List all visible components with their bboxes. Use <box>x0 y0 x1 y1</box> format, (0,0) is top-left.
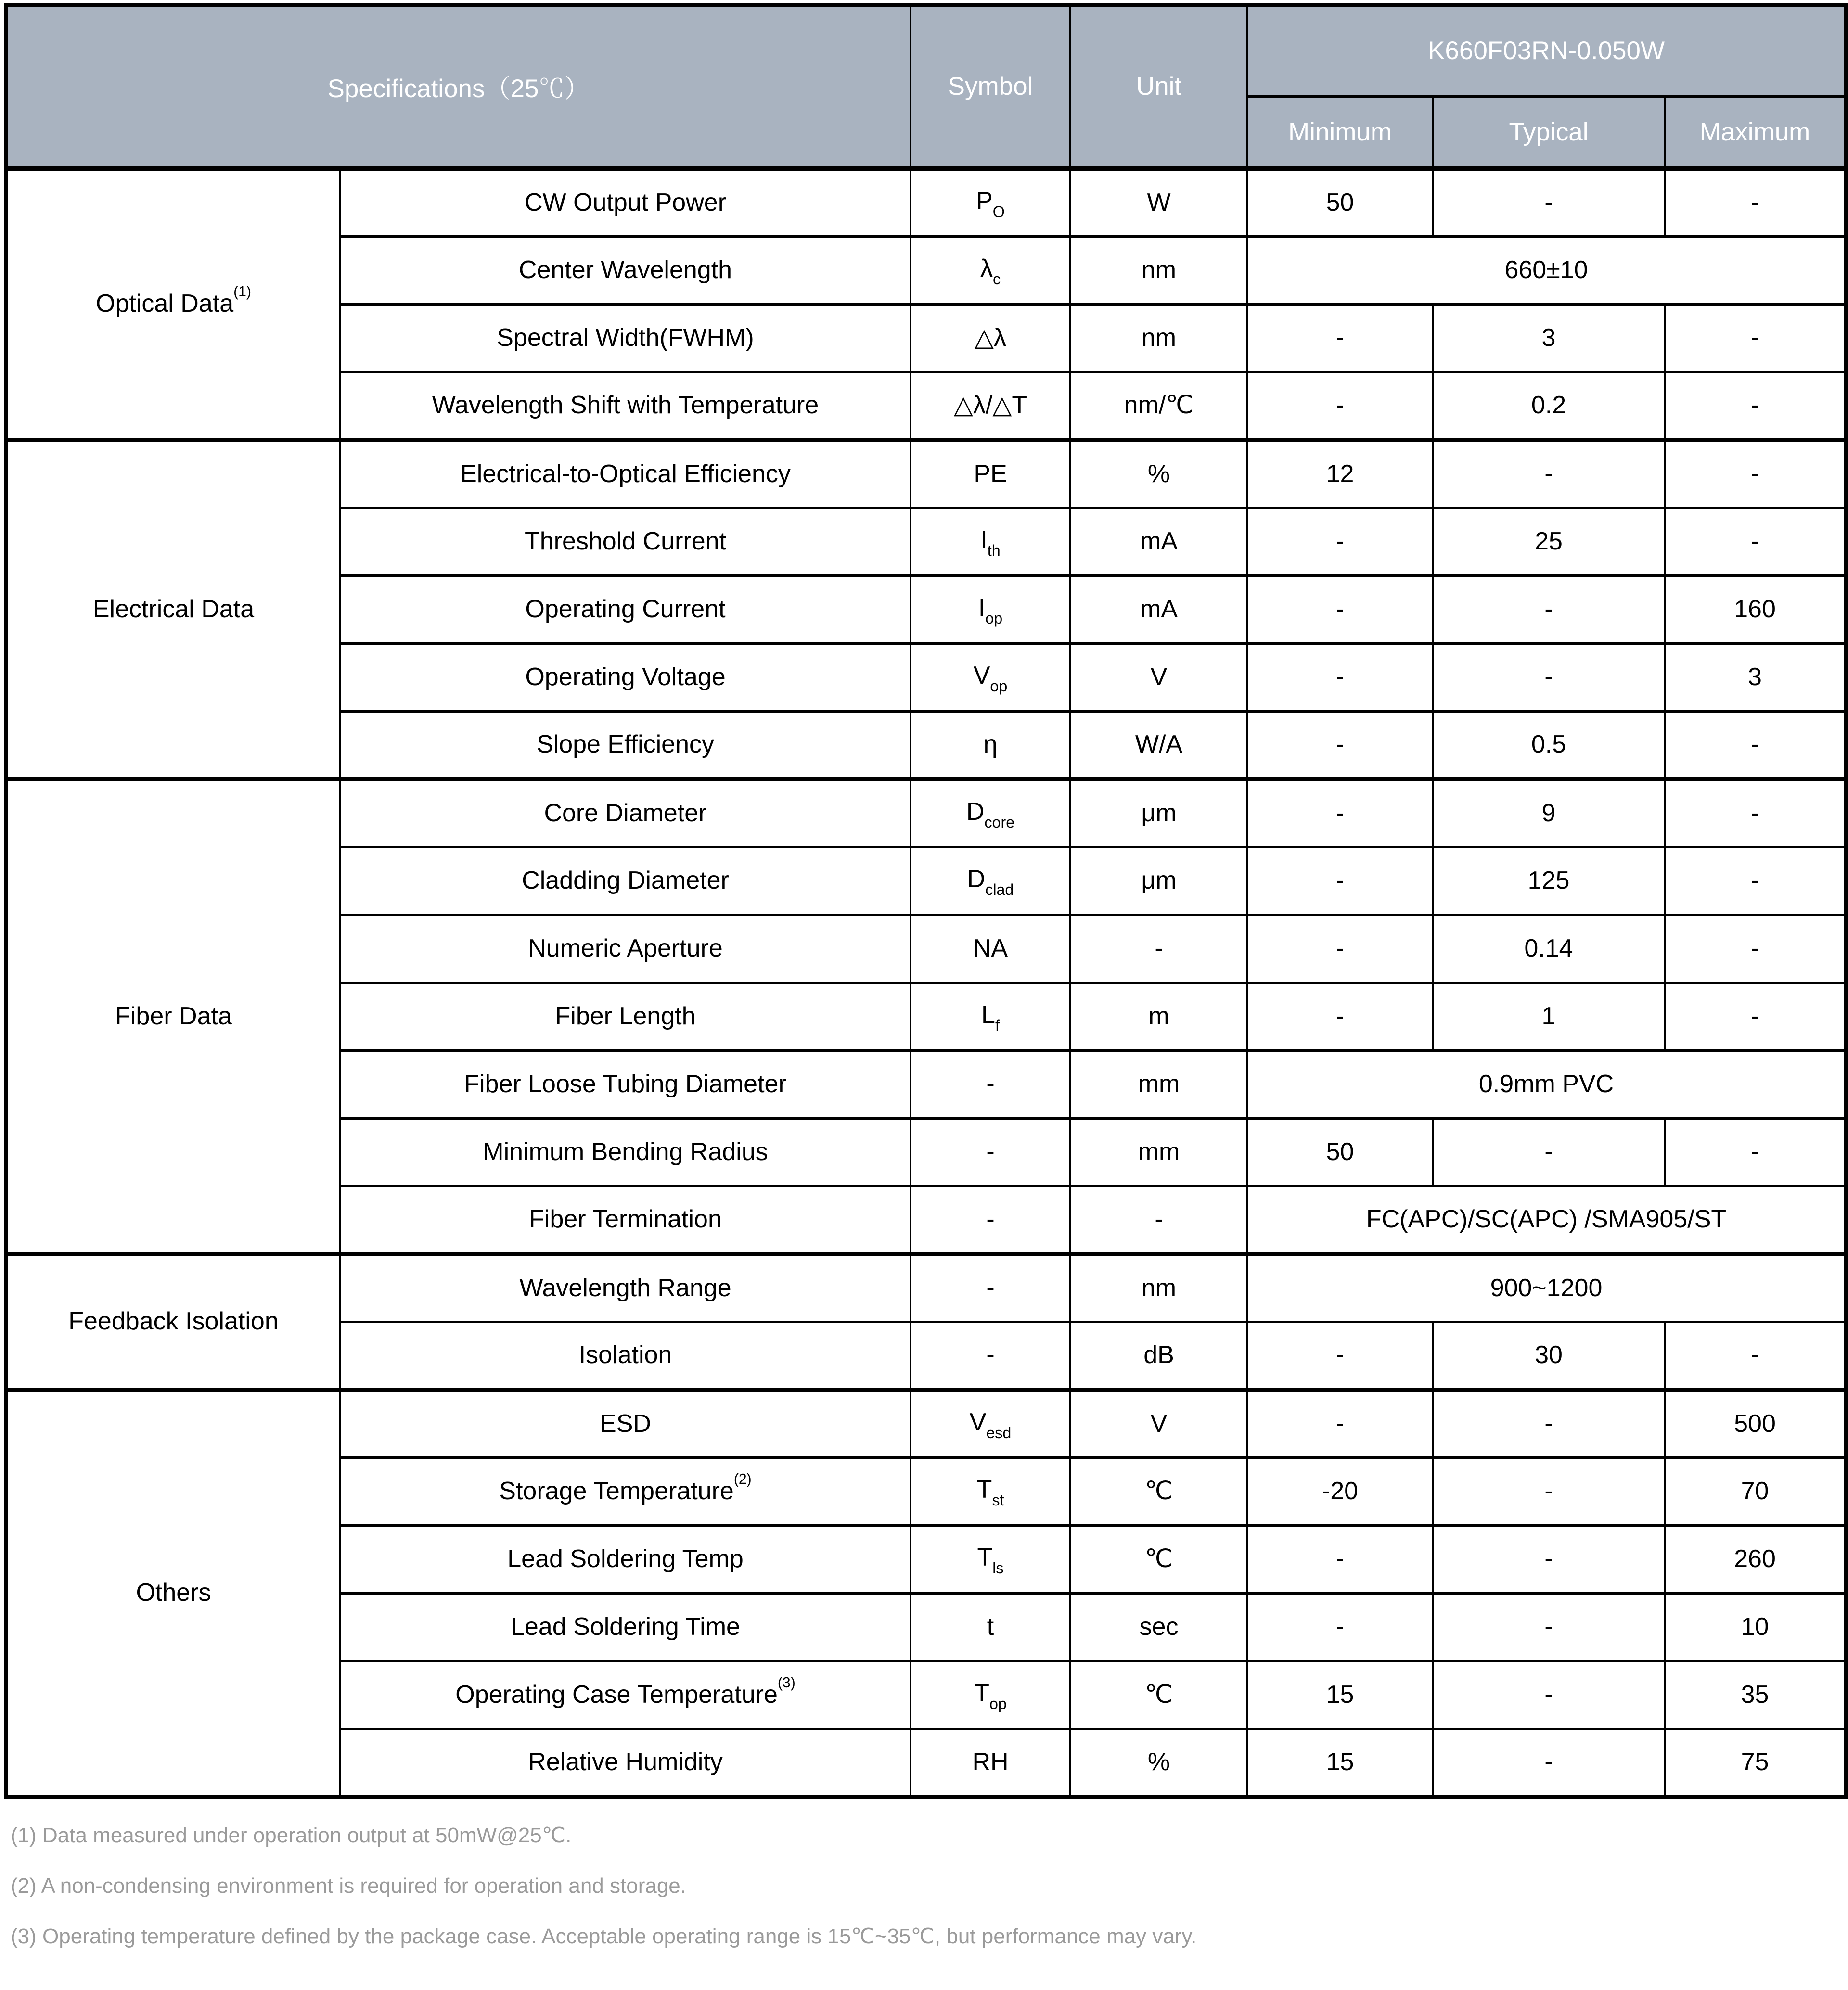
max-cell: - <box>1665 440 1846 508</box>
max-cell: - <box>1665 847 1846 915</box>
unit-cell: mm <box>1070 1050 1247 1118</box>
unit-cell: μm <box>1070 779 1247 847</box>
min-cell: 12 <box>1247 440 1433 508</box>
unit-cell: nm <box>1070 236 1247 304</box>
symbol-cell: $L_f$ <box>911 982 1070 1050</box>
parameter-cell: Electrical-to-Optical Efficiency <box>340 440 911 508</box>
unit-cell: - <box>1070 1186 1247 1254</box>
symbol-cell: PE <box>911 440 1070 508</box>
max-cell: 70 <box>1665 1457 1846 1525</box>
typ-cell: - <box>1433 1729 1665 1797</box>
unit-cell: W/A <box>1070 711 1247 779</box>
parameter-cell: Operating Case Temperature$^{(3)}$ <box>340 1661 911 1729</box>
symbol-cell: $V_{esd}$ <box>911 1390 1070 1457</box>
category-cell-feedback-isolation: Feedback Isolation <box>6 1254 340 1390</box>
category-cell-others: Others <box>6 1390 340 1797</box>
parameter-cell: Numeric Aperture <box>340 915 911 982</box>
symbol-cell: $\lambda_c$ <box>911 236 1070 304</box>
symbol-cell: $T_{op}$ <box>911 1661 1070 1729</box>
symbol-cell: $V_{op}$ <box>911 643 1070 711</box>
unit-cell: V <box>1070 643 1247 711</box>
min-cell: - <box>1247 779 1433 847</box>
unit-cell: % <box>1070 1729 1247 1797</box>
table-row <box>6 440 1846 508</box>
max-cell: - <box>1665 915 1846 982</box>
typ-cell: 125 <box>1433 847 1665 915</box>
parameter-cell: Relative Humidity <box>340 1729 911 1797</box>
min-cell: 15 <box>1247 1729 1433 1797</box>
header-model: K660F03RN-0.050W <box>1247 5 1846 96</box>
symbol-cell: - <box>911 1118 1070 1186</box>
min-cell: - <box>1247 1525 1433 1593</box>
table-header <box>6 5 1846 168</box>
parameter-cell: Fiber Length <box>340 982 911 1050</box>
typ-cell: - <box>1433 575 1665 643</box>
symbol-cell: $T_{st}$ <box>911 1457 1070 1525</box>
unit-cell: W <box>1070 168 1247 236</box>
unit-cell: ℃ <box>1070 1525 1247 1593</box>
symbol-cell: △λ/△T <box>911 372 1070 440</box>
parameter-cell: Operating Current <box>340 575 911 643</box>
category-cell-electrical-data: Electrical Data <box>6 440 340 779</box>
min-cell: - <box>1247 711 1433 779</box>
symbol-cell: △λ <box>911 304 1070 372</box>
span-cell: 0.9mm PVC <box>1247 1050 1846 1118</box>
unit-cell: nm/℃ <box>1070 372 1247 440</box>
unit-cell: % <box>1070 440 1247 508</box>
symbol-cell: - <box>911 1186 1070 1254</box>
typ-cell: - <box>1433 1390 1665 1457</box>
min-cell: - <box>1247 304 1433 372</box>
parameter-cell: Lead Soldering Time <box>340 1593 911 1661</box>
header-row-top <box>6 5 1846 96</box>
min-cell: - <box>1247 1390 1433 1457</box>
symbol-cell: $D_{core}$ <box>911 779 1070 847</box>
parameter-cell: Wavelength Range <box>340 1254 911 1322</box>
min-cell: - <box>1247 508 1433 575</box>
max-cell: 3 <box>1665 643 1846 711</box>
typ-cell: 30 <box>1433 1322 1665 1390</box>
symbol-cell: $I_{th}$ <box>911 508 1070 575</box>
unit-cell: nm <box>1070 304 1247 372</box>
symbol-cell: t <box>911 1593 1070 1661</box>
symbol-cell: $D_{clad}$ <box>911 847 1070 915</box>
symbol-cell: $T_{ls}$ <box>911 1525 1070 1593</box>
typ-cell: - <box>1433 1593 1665 1661</box>
header-unit: Unit <box>1070 5 1247 168</box>
table-row <box>6 1254 1846 1322</box>
min-cell: 50 <box>1247 1118 1433 1186</box>
typ-cell: - <box>1433 1457 1665 1525</box>
typ-cell: 25 <box>1433 508 1665 575</box>
parameter-cell: Isolation <box>340 1322 911 1390</box>
min-cell: - <box>1247 643 1433 711</box>
min-cell: - <box>1247 982 1433 1050</box>
max-cell: - <box>1665 372 1846 440</box>
unit-cell: sec <box>1070 1593 1247 1661</box>
unit-cell: nm <box>1070 1254 1247 1322</box>
unit-cell: - <box>1070 915 1247 982</box>
max-cell: - <box>1665 982 1846 1050</box>
category-cell-optical-data: Optical Data$^{(1)}$ <box>6 168 340 440</box>
span-cell: 660±10 <box>1247 236 1846 304</box>
parameter-cell: Minimum Bending Radius <box>340 1118 911 1186</box>
typ-cell: 1 <box>1433 982 1665 1050</box>
max-cell: - <box>1665 168 1846 236</box>
max-cell: 160 <box>1665 575 1846 643</box>
typ-cell: 0.2 <box>1433 372 1665 440</box>
span-cell: 900~1200 <box>1247 1254 1846 1322</box>
table-body <box>6 168 1846 1797</box>
typ-cell: - <box>1433 643 1665 711</box>
min-cell: -20 <box>1247 1457 1433 1525</box>
footnote-3: (3) Operating temperature defined by the package case. Acceptable operating range is 15℃~35℃, but performance may vary. <box>11 1925 1197 1949</box>
max-cell: 260 <box>1665 1525 1846 1593</box>
max-cell: 35 <box>1665 1661 1846 1729</box>
max-cell: - <box>1665 304 1846 372</box>
max-cell: - <box>1665 1118 1846 1186</box>
parameter-cell: Storage Temperature$^{(2)}$ <box>340 1457 911 1525</box>
header-typical: Typical <box>1433 96 1665 168</box>
max-cell: - <box>1665 711 1846 779</box>
typ-cell: - <box>1433 1118 1665 1186</box>
min-cell: - <box>1247 915 1433 982</box>
unit-cell: mm <box>1070 1118 1247 1186</box>
header-specifications: Specifications（25℃） <box>6 5 911 168</box>
typ-cell: 3 <box>1433 304 1665 372</box>
typ-cell: - <box>1433 168 1665 236</box>
typ-cell: - <box>1433 1525 1665 1593</box>
max-cell: 75 <box>1665 1729 1846 1797</box>
unit-cell: m <box>1070 982 1247 1050</box>
specifications-table <box>4 3 1848 1799</box>
max-cell: 10 <box>1665 1593 1846 1661</box>
parameter-cell: Core Diameter <box>340 779 911 847</box>
symbol-cell: $P_O$ <box>911 168 1070 236</box>
typ-cell: 9 <box>1433 779 1665 847</box>
max-cell: - <box>1665 508 1846 575</box>
parameter-cell: Threshold Current <box>340 508 911 575</box>
table-row <box>6 168 1846 236</box>
min-cell: - <box>1247 847 1433 915</box>
unit-cell: μm <box>1070 847 1247 915</box>
category-cell-fiber-data: Fiber Data <box>6 779 340 1254</box>
parameter-cell: CW Output Power <box>340 168 911 236</box>
typ-cell: - <box>1433 440 1665 508</box>
typ-cell: 0.5 <box>1433 711 1665 779</box>
symbol-cell: NA <box>911 915 1070 982</box>
min-cell: - <box>1247 372 1433 440</box>
min-cell: - <box>1247 575 1433 643</box>
table-row <box>6 779 1846 847</box>
unit-cell: mA <box>1070 508 1247 575</box>
parameter-cell: ESD <box>340 1390 911 1457</box>
min-cell: 50 <box>1247 168 1433 236</box>
parameter-cell: Fiber Loose Tubing Diameter <box>340 1050 911 1118</box>
header-maximum: Maximum <box>1665 96 1846 168</box>
footnotes <box>11 1824 1844 1948</box>
symbol-cell: η <box>911 711 1070 779</box>
max-cell: - <box>1665 779 1846 847</box>
parameter-cell: Slope Efficiency <box>340 711 911 779</box>
max-cell: 500 <box>1665 1390 1846 1457</box>
min-cell: 15 <box>1247 1661 1433 1729</box>
typ-cell: 0.14 <box>1433 915 1665 982</box>
unit-cell: ℃ <box>1070 1457 1247 1525</box>
max-cell: - <box>1665 1322 1846 1390</box>
symbol-cell: RH <box>911 1729 1070 1797</box>
parameter-cell: Fiber Termination <box>340 1186 911 1254</box>
unit-cell: mA <box>1070 575 1247 643</box>
symbol-cell: - <box>911 1050 1070 1118</box>
unit-cell: ℃ <box>1070 1661 1247 1729</box>
typ-cell: - <box>1433 1661 1665 1729</box>
span-cell: FC(APC)/SC(APC) /SMA905/ST <box>1247 1186 1846 1254</box>
min-cell: - <box>1247 1322 1433 1390</box>
parameter-cell: Center Wavelength <box>340 236 911 304</box>
parameter-cell: Operating Voltage <box>340 643 911 711</box>
parameter-cell: Spectral Width(FWHM) <box>340 304 911 372</box>
footnote-1: (1) Data measured under operation output at 50mW@25℃. <box>11 1824 572 1847</box>
header-minimum: Minimum <box>1247 96 1433 168</box>
unit-cell: V <box>1070 1390 1247 1457</box>
table-row <box>6 1390 1846 1457</box>
symbol-cell: - <box>911 1254 1070 1322</box>
footnote-2: (2) A non-condensing environment is required for operation and storage. <box>11 1874 686 1898</box>
symbol-cell: $I_{op}$ <box>911 575 1070 643</box>
parameter-cell: Cladding Diameter <box>340 847 911 915</box>
parameter-cell: Lead Soldering Temp <box>340 1525 911 1593</box>
min-cell: - <box>1247 1593 1433 1661</box>
parameter-cell: Wavelength Shift with Temperature <box>340 372 911 440</box>
header-symbol: Symbol <box>911 5 1070 168</box>
symbol-cell: - <box>911 1322 1070 1390</box>
unit-cell: dB <box>1070 1322 1247 1390</box>
